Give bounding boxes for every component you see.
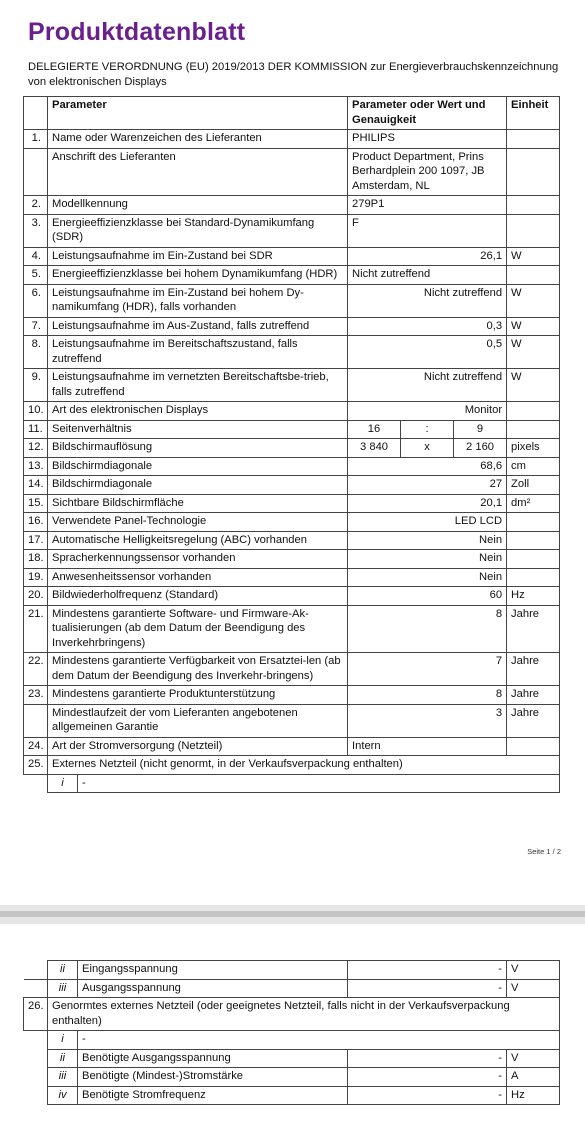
row-unit: Jahre — [507, 653, 560, 686]
row-parameter: Mindestens garantierte Produktunterstützung — [48, 686, 348, 705]
row-parameter: Bildschirmdiagonale — [48, 457, 348, 476]
table-row — [24, 148, 560, 196]
row-parameter: Art der Stromversorgung (Netzteil) — [48, 737, 348, 756]
row-number: 22. — [24, 653, 48, 686]
table-subrow — [24, 1068, 560, 1087]
subrow-unit: A — [507, 1068, 560, 1087]
row-number: 26. — [24, 998, 48, 1031]
row-unit — [507, 550, 560, 569]
row-parameter: Art des elektronischen Displays — [48, 402, 348, 421]
table-row — [24, 704, 560, 737]
row-number: 11. — [24, 420, 48, 439]
row-parameter: Genormtes externes Netzteil (oder geeignetes Netzteil, falls nicht in der Verkaufsverpackung enthalten) — [48, 998, 560, 1031]
subrow-parameter: Benötigte Stromfrequenz — [78, 1086, 348, 1105]
subrow-text: - — [78, 1031, 560, 1050]
row-parameter: Sichtbare Bildschirmfläche — [48, 494, 348, 513]
table-subrow — [24, 1049, 560, 1068]
row-number: 19. — [24, 568, 48, 587]
table-row — [24, 605, 560, 653]
table-row — [24, 737, 560, 756]
table-row — [24, 336, 560, 369]
subrow-parameter: Eingangsspannung — [78, 961, 348, 980]
row-value: 68,6 — [348, 457, 507, 476]
row-parameter: Bildschirmauflösung — [48, 439, 348, 458]
row-value: Nein — [348, 531, 507, 550]
table-row — [24, 457, 560, 476]
row-value: Monitor — [348, 402, 507, 421]
row-unit: W — [507, 317, 560, 336]
row-number: 25. — [24, 756, 48, 775]
subrow-index: iv — [48, 1086, 78, 1105]
row-value: Product Department, Prins Berhardplein 200 1097, JB Amsterdam, NL — [348, 148, 507, 196]
row-unit: dm² — [507, 494, 560, 513]
row-value: 279P1 — [348, 196, 507, 215]
row-number: 7. — [24, 317, 48, 336]
row-parameter: Bildwiederholfrequenz (Standard) — [48, 587, 348, 606]
row-parameter: Anschrift des Lieferanten — [48, 148, 348, 196]
row-value: 8 — [348, 605, 507, 653]
page-separator-line — [0, 911, 585, 917]
header-value: Parameter oder Wert und Genauigkeit — [348, 97, 507, 130]
row-parameter: Leistungsaufnahme im Aus-Zustand, falls zutreffend — [48, 317, 348, 336]
row-unit: Hz — [507, 587, 560, 606]
page-subtitle: DELEGIERTE VERORDNUNG (EU) 2019/2013 DER KOMMISSION zur Energieverbrauchskennzeichnung von elektronischen Displays — [28, 61, 559, 88]
row-value-b: 9 — [454, 420, 507, 439]
subrow-parameter: Benötigte (Mindest-)Stromstärke — [78, 1068, 348, 1087]
row-value-b: 2 160 — [454, 439, 507, 458]
subrow-value: - — [348, 1049, 507, 1068]
subrow-parameter: Benötigte Ausgangsspannung — [78, 1049, 348, 1068]
page-2 — [0, 924, 585, 1129]
row-unit: Jahre — [507, 686, 560, 705]
row-parameter: Energieeffizienzklasse bei hohem Dynamikumfang (HDR) — [48, 266, 348, 285]
table-row — [24, 420, 560, 439]
subrow-index: iii — [48, 979, 78, 998]
row-unit — [507, 568, 560, 587]
row-parameter: Externes Netzteil (nicht genormt, in der Verkaufsverpackung enthalten) — [48, 756, 560, 775]
row-unit: W — [507, 284, 560, 317]
row-number: 9. — [24, 369, 48, 402]
subrow-text: - — [78, 774, 560, 793]
row-parameter: Name oder Warenzeichen des Lieferanten — [48, 130, 348, 149]
row-unit — [507, 196, 560, 215]
subrow-unit: Hz — [507, 1086, 560, 1105]
row-parameter: Seitenverhältnis — [48, 420, 348, 439]
row-unit: W — [507, 247, 560, 266]
row-value: 8 — [348, 686, 507, 705]
table-row — [24, 317, 560, 336]
row-unit: Jahre — [507, 605, 560, 653]
row-unit — [507, 130, 560, 149]
row-parameter: Automatische Helligkeitsregelung (ABC) vorhanden — [48, 531, 348, 550]
row-number: 2. — [24, 196, 48, 215]
table-row — [24, 247, 560, 266]
row-value: 3 — [348, 704, 507, 737]
table-header-row — [24, 97, 560, 130]
row-unit — [507, 148, 560, 196]
row-parameter: Anwesenheitssensor vorhanden — [48, 568, 348, 587]
table-row — [24, 653, 560, 686]
row-value: 0,3 — [348, 317, 507, 336]
table-row — [24, 402, 560, 421]
row-unit: W — [507, 369, 560, 402]
subrow-index: ii — [48, 961, 78, 980]
row-value: Nicht zutreffend — [348, 284, 507, 317]
row-value: 27 — [348, 476, 507, 495]
subrow-value: - — [348, 1086, 507, 1105]
row-value: 20,1 — [348, 494, 507, 513]
row-value: 7 — [348, 653, 507, 686]
subrow-index: iii — [48, 1068, 78, 1087]
table-row — [24, 130, 560, 149]
table-row — [24, 369, 560, 402]
row-number: 18. — [24, 550, 48, 569]
row-unit: Zoll — [507, 476, 560, 495]
subrow-parameter: Ausgangsspannung — [78, 979, 348, 998]
row-unit — [507, 737, 560, 756]
subrow-value: - — [348, 1068, 507, 1087]
row-number: 17. — [24, 531, 48, 550]
row-parameter: Mindestlaufzeit der vom Lieferanten angebotenen allgemeinen Garantie — [48, 704, 348, 737]
row-unit — [507, 513, 560, 532]
row-number: 10. — [24, 402, 48, 421]
row-number: 8. — [24, 336, 48, 369]
table-row — [24, 756, 560, 775]
row-unit — [507, 266, 560, 285]
row-parameter: Modellkennung — [48, 196, 348, 215]
table-row — [24, 494, 560, 513]
row-unit: cm — [507, 457, 560, 476]
row-value: PHILIPS — [348, 130, 507, 149]
table-row — [24, 476, 560, 495]
row-unit: pixels — [507, 439, 560, 458]
row-number: 6. — [24, 284, 48, 317]
row-value: 60 — [348, 587, 507, 606]
row-number: 15. — [24, 494, 48, 513]
row-number: 12. — [24, 439, 48, 458]
subrow-unit: V — [507, 1049, 560, 1068]
row-number: 14. — [24, 476, 48, 495]
table-row — [24, 568, 560, 587]
table-subrow — [24, 774, 560, 793]
page-number: Seite 1 / 2 — [527, 847, 561, 856]
row-parameter: Mindestens garantierte Verfügbarkeit von Ersatztei-len (ab dem Datum der Beendigung des Inverkehr-bringens) — [48, 653, 348, 686]
row-parameter: Mindestens garantierte Software- und Firmware-Ak-tualisierungen (ab dem Datum der Beendigung des Inverkehrbringens) — [48, 605, 348, 653]
table-row — [24, 284, 560, 317]
product-data-table-continued — [23, 960, 560, 1105]
table-row — [24, 513, 560, 532]
table-subrow — [24, 961, 560, 980]
table-row — [24, 686, 560, 705]
row-number: 4. — [24, 247, 48, 266]
row-number: 13. — [24, 457, 48, 476]
row-parameter: Leistungsaufnahme im Ein-Zustand bei SDR — [48, 247, 348, 266]
row-unit — [507, 402, 560, 421]
row-parameter: Spracherkennungssensor vorhanden — [48, 550, 348, 569]
table-row — [24, 196, 560, 215]
row-parameter: Leistungsaufnahme im Bereitschaftszustand, falls zutreffend — [48, 336, 348, 369]
product-data-table — [23, 96, 560, 793]
row-number: 20. — [24, 587, 48, 606]
row-value-a: 3 840 — [348, 439, 401, 458]
page-title: Produktdatenblatt — [28, 18, 246, 46]
row-number: 1. — [24, 130, 48, 149]
table-subrow — [24, 1031, 560, 1050]
row-number: 23. — [24, 686, 48, 705]
row-value-separator: : — [401, 420, 454, 439]
header-unit: Einheit — [507, 97, 560, 130]
table-row — [24, 266, 560, 285]
table-subrow — [24, 1086, 560, 1105]
row-number — [24, 148, 48, 196]
table-row — [24, 587, 560, 606]
table-subrow — [24, 979, 560, 998]
subrow-unit: V — [507, 979, 560, 998]
subrow-value: - — [348, 979, 507, 998]
subrow-unit: V — [507, 961, 560, 980]
table-row — [24, 998, 560, 1031]
row-value: Nein — [348, 568, 507, 587]
header-parameter: Parameter — [48, 97, 348, 130]
row-value: Intern — [348, 737, 507, 756]
row-parameter: Leistungsaufnahme im vernetzten Bereitschaftsbe-trieb, falls zutreffend — [48, 369, 348, 402]
row-unit — [507, 531, 560, 550]
row-unit — [507, 214, 560, 247]
table-row — [24, 214, 560, 247]
subrow-index: ii — [48, 1049, 78, 1068]
row-parameter: Energieeffizienzklasse bei Standard-Dynamikumfang (SDR) — [48, 214, 348, 247]
row-number: 5. — [24, 266, 48, 285]
subrow-index: i — [48, 1031, 78, 1050]
row-value: Nicht zutreffend — [348, 369, 507, 402]
row-parameter: Leistungsaufnahme im Ein-Zustand bei hohem Dy-namikumfang (HDR), falls vorhanden — [48, 284, 348, 317]
row-number: 3. — [24, 214, 48, 247]
subrow-value: - — [348, 961, 507, 980]
row-parameter: Bildschirmdiagonale — [48, 476, 348, 495]
row-unit: Jahre — [507, 704, 560, 737]
row-value: F — [348, 214, 507, 247]
row-value: Nicht zutreffend — [348, 266, 507, 285]
row-value: Nein — [348, 550, 507, 569]
row-unit — [507, 420, 560, 439]
row-value-separator: x — [401, 439, 454, 458]
row-parameter: Verwendete Panel-Technologie — [48, 513, 348, 532]
row-number: 16. — [24, 513, 48, 532]
row-value: LED LCD — [348, 513, 507, 532]
row-unit: W — [507, 336, 560, 369]
subrow-index: i — [48, 774, 78, 793]
row-value: 26,1 — [348, 247, 507, 266]
row-value: 0,5 — [348, 336, 507, 369]
table-row — [24, 439, 560, 458]
table-row — [24, 531, 560, 550]
row-number — [24, 704, 48, 737]
row-number: 24. — [24, 737, 48, 756]
row-number: 21. — [24, 605, 48, 653]
table-row — [24, 550, 560, 569]
row-value-a: 16 — [348, 420, 401, 439]
